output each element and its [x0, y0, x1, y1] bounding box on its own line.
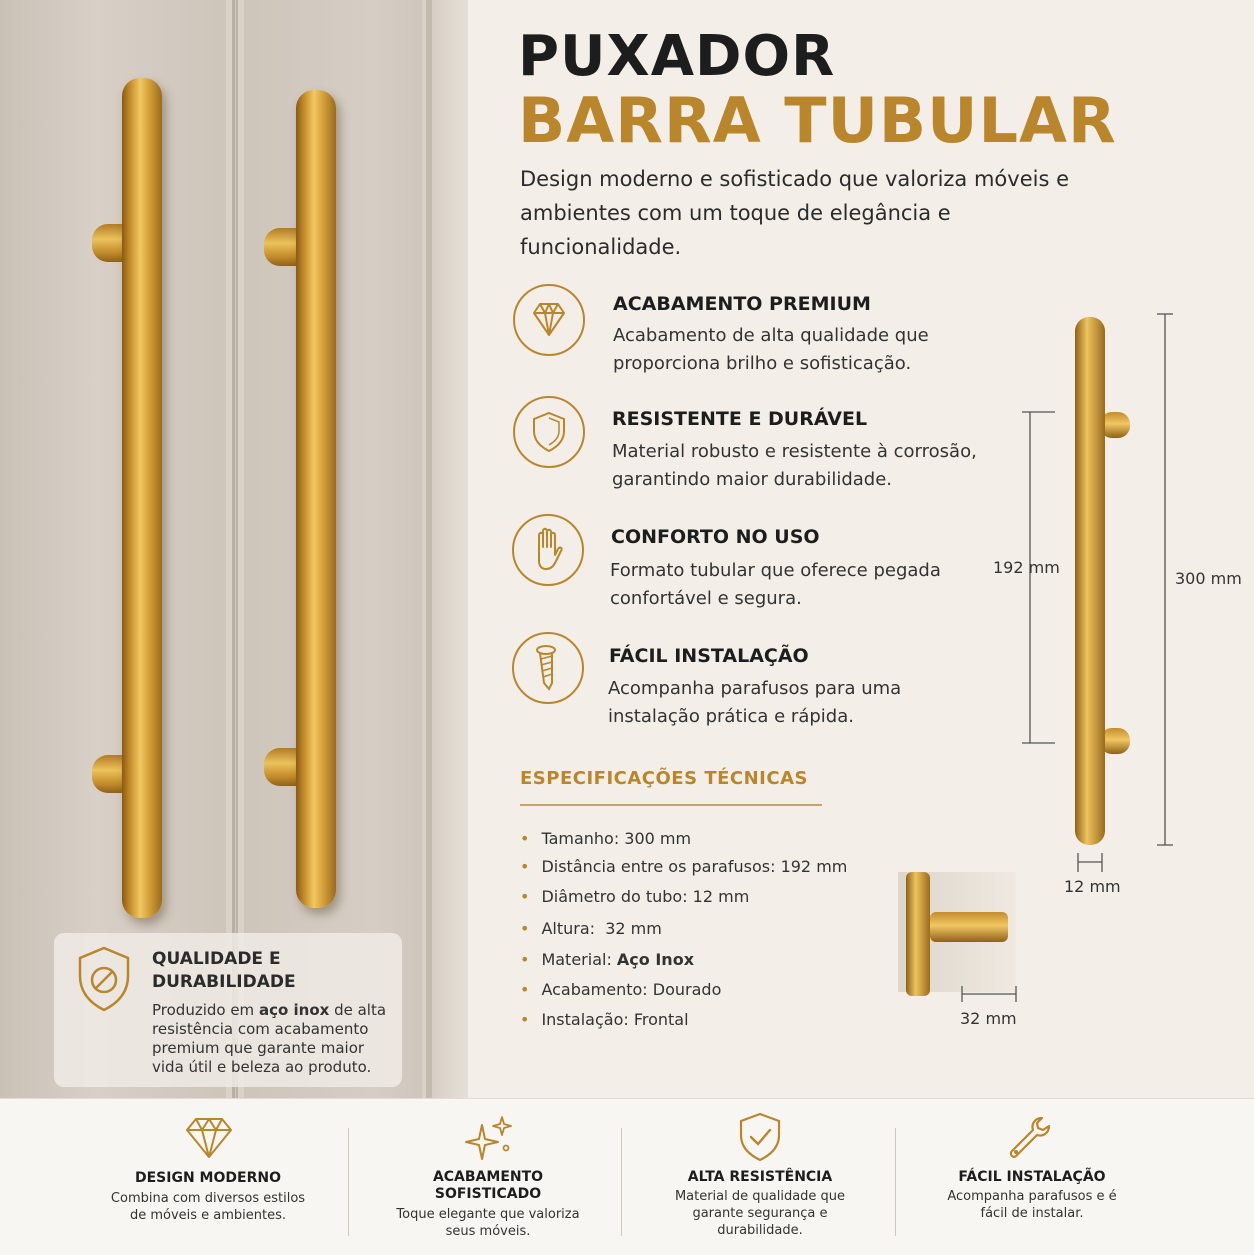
- benefit-title: FÁCIL INSTALAÇÃO: [958, 1169, 1106, 1185]
- quality-text: Produzido em aço inox de alta resistência com acabamento premium que garante maior vida útil e beleza ao produto.: [152, 1001, 387, 1076]
- feature-text: Acabamento de alta qualidade que proporciona brilho e sofisticação.: [613, 325, 929, 374]
- hand-icon: [511, 513, 585, 591]
- dimension-length-label: 300 mm: [1175, 569, 1242, 588]
- spec-item: • Instalação: Frontal: [520, 1010, 689, 1029]
- benefit-text: Combina com diversos estilos de móveis e ambientes.: [110, 1191, 306, 1223]
- spec-item: • Acabamento: Dourado: [520, 980, 722, 999]
- spec-item: • Diâmetro do tubo: 12 mm: [520, 887, 750, 906]
- intro-text: Design moderno e sofisticado que valoriza móveis e ambientes com um toque de elegância e funcionalidade.: [520, 167, 1069, 259]
- wrench-icon: [1006, 1114, 1056, 1166]
- wall-edge: [432, 0, 468, 1098]
- feature-title: FÁCIL INSTALAÇÃO: [609, 645, 809, 667]
- feature-title: ACABAMENTO PREMIUM: [613, 293, 871, 315]
- dimension-height-label: 32 mm: [960, 1009, 1017, 1028]
- specs-heading: ESPECIFICAÇÕES TÉCNICAS: [520, 768, 808, 789]
- benefit-title: ACABAMENTO SOFISTICADO: [432, 1169, 544, 1202]
- benefit-text: Acompanha parafusos e é fácil de instalar.: [947, 1189, 1117, 1221]
- height-detail: [898, 872, 1020, 1012]
- benefit-title: DESIGN MODERNO: [135, 1170, 281, 1186]
- dimension-drawing: [1000, 300, 1200, 884]
- spec-item: • Material: Aço Inox: [520, 950, 695, 969]
- benefit-text: Toque elegante que valoriza seus móveis.: [396, 1207, 580, 1239]
- diamond-icon: [183, 1116, 235, 1164]
- benefit-text: Material de qualidade que garante segurança e durabilidade.: [674, 1189, 846, 1238]
- sparkle-icon: [464, 1115, 514, 1167]
- feature-title: CONFORTO NO USO: [611, 526, 820, 548]
- title-line-2: BARRA TUBULAR: [518, 84, 1117, 157]
- benefit-title: ALTA RESISTÊNCIA: [687, 1169, 833, 1185]
- title-line-1: PUXADOR: [518, 24, 836, 89]
- band-separator: [895, 1128, 896, 1236]
- shield-check-icon: [738, 1112, 782, 1166]
- handle-right-bar: [296, 90, 336, 908]
- screw-icon: [511, 631, 585, 709]
- band-separator: [348, 1128, 349, 1236]
- spec-item: • Distância entre os parafusos: 192 mm: [520, 857, 848, 876]
- spec-item: • Tamanho: 300 mm: [520, 829, 692, 848]
- feature-text: Acompanha parafusos para uma instalação prática e rápida.: [608, 678, 902, 727]
- handle-left-bar: [122, 78, 162, 918]
- diamond-icon: [512, 283, 586, 361]
- quality-title: QUALIDADE E DURABILIDADE: [152, 949, 296, 992]
- dimension-diameter-label: 12 mm: [1064, 877, 1121, 896]
- spec-item: • Altura: 32 mm: [520, 919, 662, 938]
- feature-text: Formato tubular que oferece pegada confortável e segura.: [610, 560, 941, 609]
- specs-divider: [520, 804, 822, 806]
- band-separator: [621, 1128, 622, 1236]
- shield-crossed-icon: [74, 944, 134, 1018]
- dimension-hole-label: 192 mm: [993, 558, 1060, 577]
- feature-title: RESISTENTE E DURÁVEL: [612, 408, 868, 430]
- feature-text: Material robusto e resistente à corrosão, garantindo maior durabilidade.: [612, 441, 977, 490]
- shield-icon: [512, 395, 586, 473]
